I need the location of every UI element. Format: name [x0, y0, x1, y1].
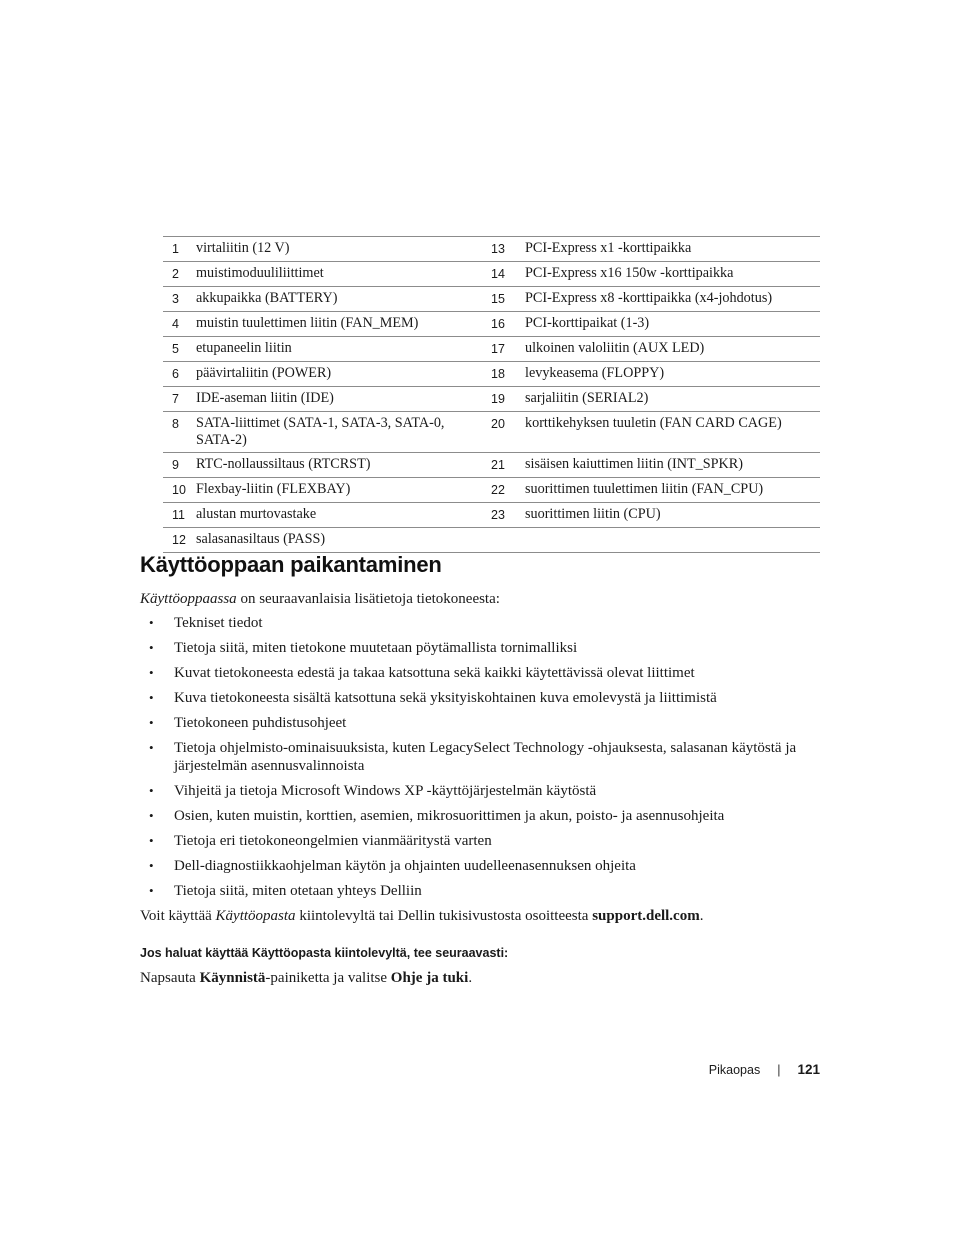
- intro-paragraph: [140, 590, 500, 609]
- bullet-icon: •: [149, 740, 154, 755]
- legend-label: päävirtaliitin (POWER): [196, 362, 491, 387]
- instruction-text-2: -painiketta ja valitse: [265, 970, 391, 986]
- bullet-icon: •: [149, 665, 154, 680]
- legend-number: 6: [163, 362, 196, 387]
- legend-label: PCI-korttipaikat (1-3): [525, 312, 820, 337]
- legend-number: 22: [491, 478, 525, 503]
- legend-row: [163, 528, 820, 553]
- legend-body: [163, 237, 820, 553]
- legend-row: [163, 362, 820, 387]
- legend-label: PCI-Express x16 150w -korttipaikka: [525, 262, 820, 287]
- legend-label: IDE-aseman liitin (IDE): [196, 387, 491, 412]
- feature-list: [140, 614, 820, 907]
- web-italic: Käyttöopasta: [215, 908, 296, 924]
- legend-row: [163, 262, 820, 287]
- list-item: [140, 639, 820, 657]
- page-footer: [709, 1062, 820, 1077]
- list-item-text: Osien, kuten muistin, korttien, asemien, mikrosuorittimen ja akun, poisto- ja asennusohjeita: [174, 808, 725, 824]
- legend-label: Flexbay-liitin (FLEXBAY): [196, 478, 491, 503]
- legend-label: PCI-Express x8 -korttipaikka (x4-johdotus): [525, 287, 820, 312]
- bullet-icon: •: [149, 833, 154, 848]
- legend-label: muistimoduuliliittimet: [196, 262, 491, 287]
- page-number: 121: [797, 1062, 820, 1077]
- bullet-icon: •: [149, 715, 154, 730]
- legend-label: RTC-nollaussiltaus (RTCRST): [196, 453, 491, 478]
- legend-label: muistin tuulettimen liitin (FAN_MEM): [196, 312, 491, 337]
- legend-label: korttikehyksen tuuletin (FAN CARD CAGE): [525, 412, 820, 453]
- legend-number: 15: [491, 287, 525, 312]
- bullet-icon: •: [149, 615, 154, 630]
- legend-number: 1: [163, 237, 196, 262]
- legend-number: 9: [163, 453, 196, 478]
- legend-label: alustan murtovastake: [196, 503, 491, 528]
- legend-number: 5: [163, 337, 196, 362]
- web-text-2: kiintolevyltä tai Dellin tukisivustosta osoitteesta: [295, 908, 593, 924]
- list-item-text: Vihjeitä ja tietoja Microsoft Windows XP -käyttöjärjestelmän käytöstä: [174, 783, 597, 799]
- connector-legend-table: [163, 236, 820, 553]
- legend-number: 21: [491, 453, 525, 478]
- list-item-text: Tekniset tiedot: [174, 615, 263, 631]
- legend-label: SATA-liittimet (SATA-1, SATA-3, SATA-0, SATA-2): [196, 412, 491, 453]
- legend-row: [163, 453, 820, 478]
- legend-label: akkupaikka (BATTERY): [196, 287, 491, 312]
- section-heading: Käyttöoppaan paikantaminen: [140, 552, 442, 577]
- bullet-icon: •: [149, 858, 154, 873]
- help-support-label: Ohje ja tuki: [390, 970, 469, 986]
- list-item: [140, 689, 820, 707]
- legend-row: [163, 287, 820, 312]
- legend-label: levykeasema (FLOPPY): [525, 362, 820, 387]
- footer-label: Pikaopas: [708, 1063, 761, 1077]
- legend-number: 2: [163, 262, 196, 287]
- legend-label: salasanasiltaus (PASS): [196, 528, 491, 553]
- list-item-text: Tietoja eri tietokoneongelmien vianmääritystä varten: [174, 833, 492, 849]
- legend-number: [491, 528, 525, 553]
- instruction-paragraph: [140, 969, 472, 988]
- list-item-text: Tietoja siitä, miten otetaan yhteys Delliin: [174, 883, 422, 899]
- legend-label: [525, 528, 820, 553]
- bullet-icon: •: [149, 783, 154, 798]
- list-item: [140, 664, 820, 682]
- legend-label: suorittimen liitin (CPU): [525, 503, 820, 528]
- footer-separator: |: [777, 1063, 781, 1077]
- legend-row: [163, 312, 820, 337]
- list-item: [140, 807, 820, 825]
- list-item: [140, 832, 820, 850]
- legend-label: PCI-Express x1 -korttipaikka: [525, 237, 820, 262]
- instruction-text: Napsauta: [140, 970, 200, 986]
- legend-number: 16: [491, 312, 525, 337]
- legend-number: 19: [491, 387, 525, 412]
- legend-number: 23: [491, 503, 525, 528]
- web-paragraph: [140, 907, 703, 926]
- list-item-text: Kuvat tietokoneesta edestä ja takaa katsottuna sekä kaikki käytettävissä olevat liittimet: [174, 665, 695, 681]
- web-text: Voit käyttää: [140, 908, 216, 924]
- legend-number: 14: [491, 262, 525, 287]
- list-item-text: Tietoja ohjelmisto-ominaisuuksista, kuten LegacySelect Technology -ohjauksesta, salasanan käytöstä ja järjestelmän asennusvalinnoista: [174, 740, 797, 774]
- list-item-text: Tietokoneen puhdistusohjeet: [174, 715, 347, 731]
- legend-label: suorittimen tuulettimen liitin (FAN_CPU): [525, 478, 820, 503]
- legend-number: 8: [163, 412, 196, 453]
- legend-row: [163, 387, 820, 412]
- legend-label: sarjaliitin (SERIAL2): [525, 387, 820, 412]
- legend-label: etupaneelin liitin: [196, 337, 491, 362]
- support-link[interactable]: support.dell.com: [592, 908, 700, 924]
- legend-number: 3: [163, 287, 196, 312]
- legend-row: [163, 237, 820, 262]
- procedure-subheading: Jos haluat käyttää Käyttöopasta kiintolevyltä, tee seuraavasti:: [140, 946, 509, 960]
- list-item: [140, 714, 820, 732]
- bullet-icon: •: [149, 808, 154, 823]
- bullet-icon: •: [149, 883, 154, 898]
- legend-number: 7: [163, 387, 196, 412]
- legend-label: sisäisen kaiuttimen liitin (INT_SPKR): [525, 453, 820, 478]
- list-item: [140, 782, 820, 800]
- instruction-text-end: .: [468, 970, 473, 986]
- legend-number: 18: [491, 362, 525, 387]
- legend-row: [163, 337, 820, 362]
- legend-number: 11: [163, 503, 196, 528]
- web-text-end: .: [699, 908, 704, 924]
- legend-label: ulkoinen valoliitin (AUX LED): [525, 337, 820, 362]
- legend-number: 10: [163, 478, 196, 503]
- legend-number: 12: [163, 528, 196, 553]
- legend-number: 4: [163, 312, 196, 337]
- start-button-label: Käynnistä: [199, 970, 266, 986]
- list-item: [140, 739, 820, 775]
- legend-row: [163, 478, 820, 503]
- list-item-text: Kuva tietokoneesta sisältä katsottuna sekä yksityiskohtainen kuva emolevystä ja liittimistä: [174, 690, 717, 706]
- legend-row: [163, 503, 820, 528]
- list-item-text: Tietoja siitä, miten tietokone muutetaan pöytämallista tornimalliksi: [174, 640, 578, 656]
- list-item: [140, 857, 820, 875]
- legend-number: 13: [491, 237, 525, 262]
- intro-italic: Käyttöoppaassa: [140, 591, 237, 607]
- intro-text: on seuraavanlaisia lisätietoja tietokoneesta:: [236, 591, 500, 607]
- legend-row: [163, 412, 820, 453]
- list-item-text: Dell-diagnostiikkaohjelman käytön ja ohjainten uudelleenasennuksen ohjeita: [174, 858, 636, 874]
- list-item: [140, 882, 820, 900]
- legend-number: 17: [491, 337, 525, 362]
- list-item: [140, 614, 820, 632]
- bullet-icon: •: [149, 640, 154, 655]
- legend-number: 20: [491, 412, 525, 453]
- legend-label: virtaliitin (12 V): [196, 237, 491, 262]
- bullet-icon: •: [149, 690, 154, 705]
